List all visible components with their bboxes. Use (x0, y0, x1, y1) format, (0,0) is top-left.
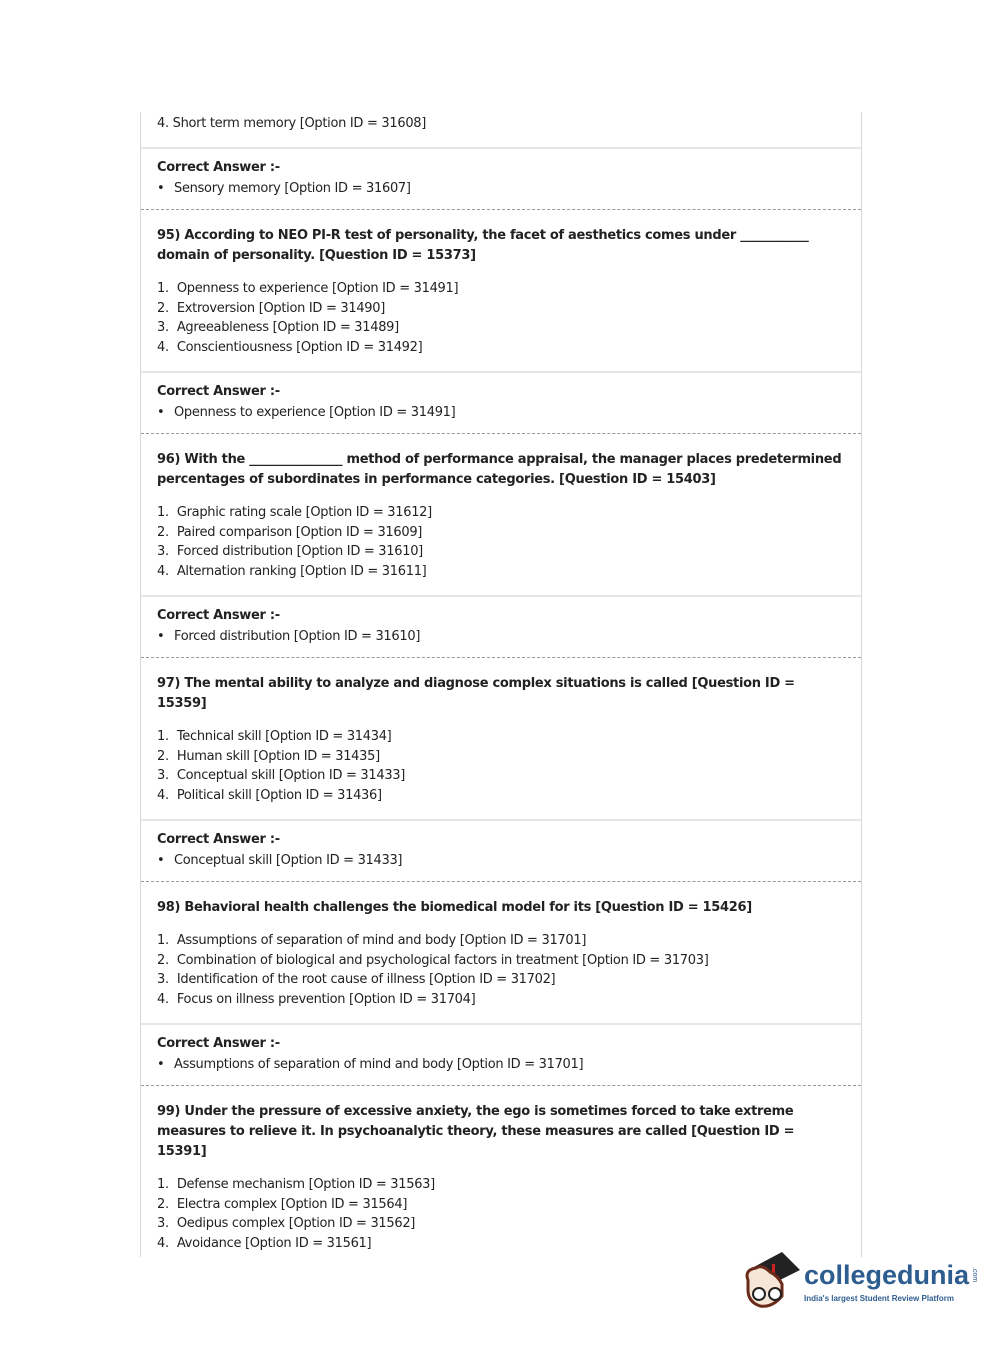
brand-row (804, 1260, 978, 1290)
option-item (157, 562, 845, 582)
options-list (157, 1175, 845, 1253)
option-item (157, 766, 845, 786)
option-text: Graphic rating scale [Option ID = 31612] (176, 505, 432, 520)
option-text: Alternation ranking [Option ID = 31611] (176, 563, 427, 579)
bullet-icon: • (157, 629, 165, 644)
answer-item (157, 178, 845, 200)
option-text: Combination of biological and psychological factors in treatment [Option ID = 31703] (176, 952, 709, 968)
option-number: 3. (157, 320, 169, 335)
option-number: 4. (157, 339, 169, 355)
options-list (157, 279, 845, 357)
option-item (157, 503, 845, 523)
brand-tagline: India's largest Student Review Platform (804, 1294, 954, 1303)
previous-answer (141, 149, 861, 210)
correct-answer-block (141, 1025, 861, 1086)
option-item (157, 542, 845, 562)
answer-heading: Correct Answer :- (157, 160, 280, 175)
logo-text (804, 1260, 978, 1304)
answer-heading: Correct Answer :- (157, 1036, 280, 1051)
option-text: Political skill [Option ID = 31436] (176, 787, 382, 803)
brand-name: collegedunia (804, 1260, 970, 1290)
answer-item (157, 1054, 845, 1076)
question-text: 98) Behavioral health challenges the biomedical model for its [Question ID = 15426] (157, 900, 752, 915)
question-text: 95) According to NEO PI-R test of personality, the facet of aesthetics comes under ___________ domain of personality. [Question ID = 15373] (157, 228, 809, 263)
option-item (157, 727, 845, 747)
mascot-icon (742, 1250, 802, 1320)
option-number: 2. (157, 300, 169, 316)
option-text: Paired comparison [Option ID = 31609] (176, 524, 423, 540)
answer-heading: Correct Answer :- (157, 832, 280, 847)
bullet-icon: • (157, 853, 165, 868)
option-text: Openness to experience [Option ID = 31491] (176, 281, 459, 296)
option-text: Focus on illness prevention [Option ID = 31704] (176, 991, 476, 1007)
option-number: 4. (157, 1235, 169, 1251)
option-text: Conscientiousness [Option ID = 31492] (176, 339, 423, 355)
option-item (157, 970, 845, 990)
correct-answer-block (141, 597, 861, 658)
answer-text: Openness to experience [Option ID = 31491] (174, 405, 456, 420)
question-text: 96) With the _______________ method of performance appraisal, the manager places predetermined percentages of subordinates in performance categories. [Question ID = 15403] (157, 452, 842, 487)
option-text: Extroversion [Option ID = 31490] (176, 300, 386, 316)
answer-text: Assumptions of separation of mind and body [Option ID = 31701] (174, 1057, 584, 1072)
option-item (157, 747, 845, 767)
answer-item (157, 850, 845, 872)
option-text: Agreeableness [Option ID = 31489] (176, 320, 399, 335)
option-item (157, 279, 845, 299)
option-number: 1. (157, 505, 169, 520)
question-block (141, 434, 861, 597)
answer-heading: Correct Answer :- (157, 384, 280, 399)
option-text: Oedipus complex [Option ID = 31562] (176, 1216, 416, 1231)
option-text: Avoidance [Option ID = 31561] (176, 1235, 372, 1251)
option-text: Assumptions of separation of mind and body [Option ID = 31701] (176, 933, 587, 948)
answer-item (157, 402, 845, 424)
option-number: 3. (157, 972, 169, 987)
bullet-icon: • (157, 405, 165, 420)
option-number: 2. (157, 1196, 169, 1212)
option-number: 2. (157, 952, 169, 968)
question-block (141, 210, 861, 373)
question-block (141, 1086, 861, 1257)
option-item (157, 338, 845, 358)
option-item (157, 951, 845, 971)
option-item (157, 299, 845, 319)
option-text: Conceptual skill [Option ID = 31433] (176, 768, 406, 783)
previous-option: 4. Short term memory [Option ID = 31608] (141, 112, 861, 149)
option-item (157, 523, 845, 543)
option-item (157, 786, 845, 806)
option-number: 4. (157, 991, 169, 1007)
question-block (141, 658, 861, 821)
options-list (157, 931, 845, 1009)
collegedunia-logo (742, 1250, 978, 1320)
option-text: Technical skill [Option ID = 31434] (176, 729, 392, 744)
bullet-icon: • (157, 1057, 165, 1072)
option-text: Identification of the root cause of illness [Option ID = 31702] (176, 972, 556, 987)
option-number: 1. (157, 933, 169, 948)
brand-suffix: .com (971, 1267, 979, 1283)
option-item (157, 1175, 845, 1195)
option-item (157, 1195, 845, 1215)
answer-text: Forced distribution [Option ID = 31610] (174, 629, 421, 644)
options-list (157, 727, 845, 805)
option-number: 2. (157, 748, 169, 764)
question-text: 99) Under the pressure of excessive anxiety, the ego is sometimes forced to take extreme measures to relieve it. In psychoanalytic theory, these measures are called [Question ID = 15391] (157, 1104, 795, 1159)
option-number: 2. (157, 524, 169, 540)
bullet-icon: • (157, 181, 165, 196)
option-number: 1. (157, 729, 169, 744)
option-number: 3. (157, 768, 169, 783)
question-block (141, 882, 861, 1025)
options-list (157, 503, 845, 581)
option-text: Forced distribution [Option ID = 31610] (176, 544, 423, 559)
answer-text: Sensory memory [Option ID = 31607] (174, 181, 411, 196)
option-text: Human skill [Option ID = 31435] (176, 748, 380, 764)
option-number: 3. (157, 544, 169, 559)
option-item (157, 990, 845, 1010)
correct-answer-block (141, 373, 861, 434)
option-number: 1. (157, 281, 169, 296)
option-text: Electra complex [Option ID = 31564] (176, 1196, 408, 1212)
option-number: 3. (157, 1216, 169, 1231)
option-item (157, 931, 845, 951)
answer-heading: Correct Answer :- (157, 608, 280, 623)
correct-answer-block (141, 821, 861, 882)
option-text: Defense mechanism [Option ID = 31563] (176, 1177, 435, 1192)
answer-item (157, 626, 845, 648)
option-number: 4. (157, 787, 169, 803)
answer-text: Conceptual skill [Option ID = 31433] (174, 853, 403, 868)
option-item (157, 1214, 845, 1234)
option-number: 4. (157, 563, 169, 579)
question-paper (140, 112, 862, 1257)
question-text: 97) The mental ability to analyze and diagnose complex situations is called [Question ID = 15359] (157, 676, 795, 711)
option-number: 1. (157, 1177, 169, 1192)
option-item (157, 318, 845, 338)
